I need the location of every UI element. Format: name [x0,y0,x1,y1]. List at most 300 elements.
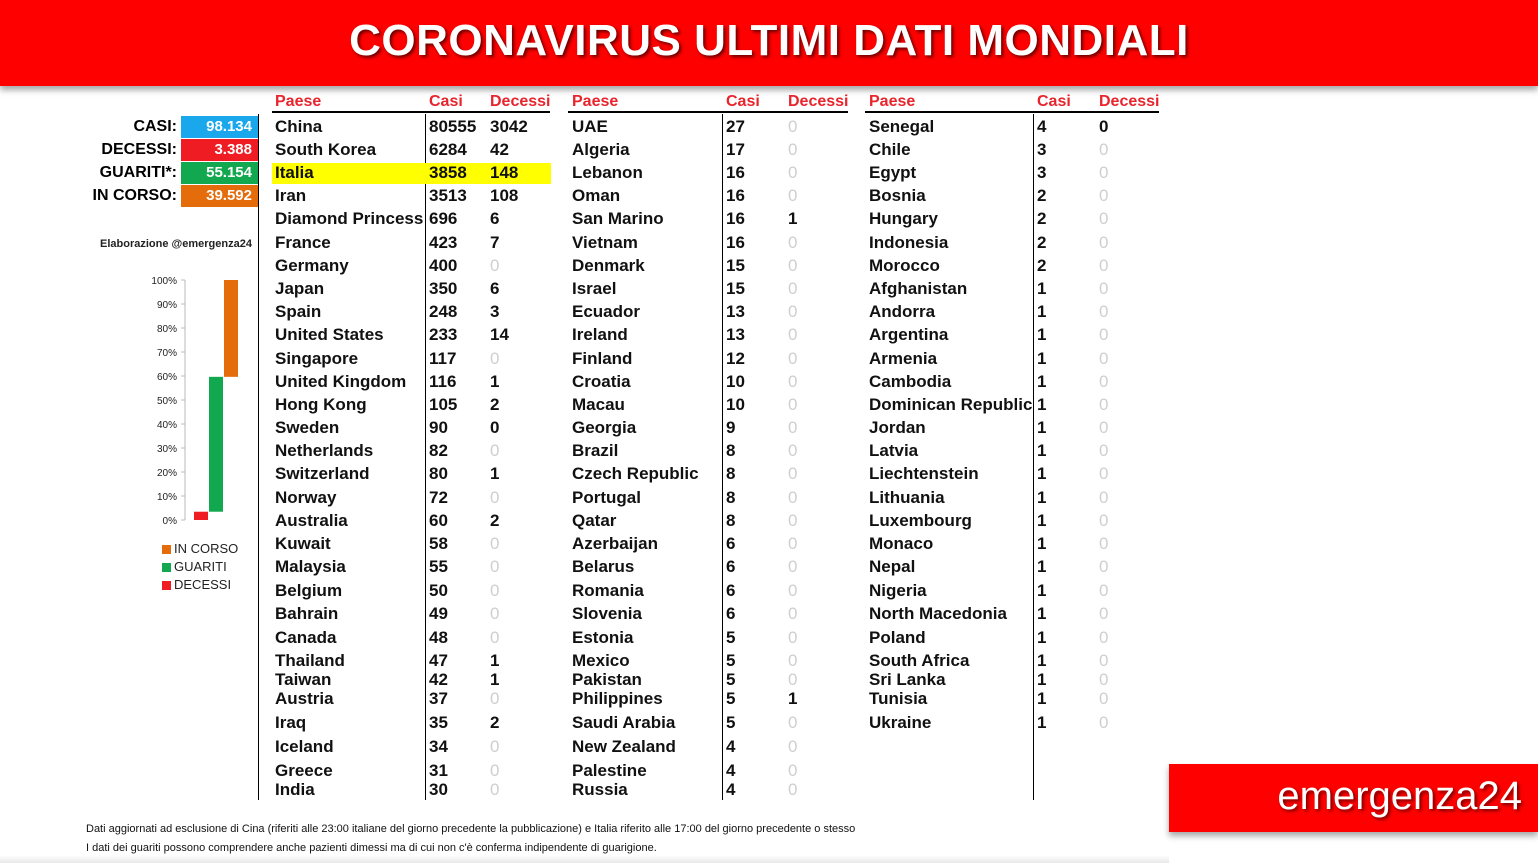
deaths-value: 7 [490,233,500,252]
table-row [0,324,1160,346]
table-row [0,779,1160,801]
page-title: CORONAVIRUS ULTIMI DATI MONDIALI [349,16,1189,65]
country-name: Netherlands [275,441,374,460]
country-name: Azerbaijan [572,534,658,553]
table-row [0,627,1160,649]
country-name: Argentina [869,325,949,344]
table-row [0,301,1160,323]
cases-value: 1 [1037,302,1047,321]
cases-value: 1 [1037,689,1047,708]
cases-value: 8 [726,511,736,530]
deaths-value: 0 [788,737,798,756]
cases-value: 1 [1037,651,1047,670]
cases-value: 10 [726,372,745,391]
brand-box [1169,764,1538,832]
deaths-value: 0 [788,418,798,437]
y-tick-label: 0% [162,516,177,527]
deaths-value: 0 [788,604,798,623]
cases-value: 2 [1037,256,1047,275]
deaths-value: 0 [788,325,798,344]
cases-value: 49 [429,604,448,623]
table-row [0,116,1160,138]
cases-value: 1 [1037,713,1047,732]
deaths-value: 0 [788,557,798,576]
deaths-value: 0 [490,780,500,799]
country-name: Mexico [572,651,630,670]
country-name: Chile [869,140,911,159]
cases-value: 16 [726,233,745,252]
cases-value: 37 [429,689,448,708]
cases-value: 42 [429,670,448,689]
cases-value: 1 [1037,464,1047,483]
cases-value: 80 [429,464,448,483]
y-tick-label: 80% [156,324,177,335]
table-row [0,185,1160,207]
deaths-value: 0 [490,737,500,756]
footer-note-2: I dati dei guariti possono comprendere anche pazienti dimessi ma di cui non c'è conferma indipendente di guarigione. [86,842,657,854]
deaths-value: 0 [490,488,500,507]
cases-value: 47 [429,651,448,670]
cases-value: 60 [429,511,448,530]
deaths-value: 0 [788,256,798,275]
country-name: United Kingdom [275,372,407,391]
country-name: Belgium [275,581,343,600]
country-name: Liechtenstein [869,464,979,483]
country-name: Canada [275,628,337,647]
country-name: Singapore [275,349,359,368]
deaths-value: 0 [490,628,500,647]
country-name: Taiwan [275,670,332,689]
table-row [0,736,1160,758]
table-header [272,93,550,113]
country-name: Saudi Arabia [572,713,676,732]
cases-value: 116 [429,372,457,391]
summary-label: DECESSI: [101,141,177,158]
deaths-value: 0 [1099,233,1109,252]
cases-value: 13 [726,302,745,321]
country-name: Malaysia [275,557,346,576]
deaths-value: 0 [1099,628,1109,647]
country-name: Lithuania [869,488,945,507]
deaths-value: 0 [788,279,798,298]
cases-value: 16 [726,163,745,182]
y-tick-label: 40% [156,420,177,431]
country-name: Thailand [275,651,345,670]
cases-value: 1 [1037,418,1047,437]
deaths-value: 1 [490,464,500,483]
country-name: Oman [572,186,621,205]
deaths-value: 0 [1099,713,1109,732]
summary-value: 55.154 [181,162,258,184]
cases-value: 6284 [429,140,467,159]
country-name: Nigeria [869,581,927,600]
deaths-value: 0 [1099,604,1109,623]
cases-value: 2 [1037,209,1047,228]
country-name: Poland [869,628,926,647]
deaths-value: 0 [1099,689,1109,708]
deaths-value: 1 [490,651,500,670]
country-name: Latvia [869,441,919,460]
deaths-value: 0 [490,557,500,576]
country-name: South Korea [275,140,377,159]
deaths-value: 0 [1099,163,1109,182]
cases-value: 8 [726,441,736,460]
deaths-value: 0 [1099,279,1109,298]
country-name: Portugal [572,488,641,507]
deaths-value: 0 [1099,372,1109,391]
cases-value: 55 [429,557,448,576]
country-name: Vietnam [572,233,638,252]
country-name: Pakistan [572,670,642,689]
deaths-value: 3 [490,302,500,321]
cases-value: 1 [1037,372,1047,391]
deaths-value: 0 [788,670,798,689]
deaths-value: 0 [490,689,500,708]
cases-value: 34 [429,737,448,756]
country-name: Algeria [572,140,630,159]
deaths-value: 0 [788,464,798,483]
country-name: UAE [572,117,608,136]
deaths-value: 0 [490,581,500,600]
y-tick-label: 50% [156,396,177,407]
table-row [0,712,1160,734]
country-name: Cambodia [869,372,952,391]
cases-value: 16 [726,186,745,205]
country-name: Macau [572,395,625,414]
table-row [0,162,1160,184]
cases-value: 58 [429,534,448,553]
deaths-value: 0 [490,441,500,460]
deaths-value: 0 [1099,325,1109,344]
deaths-value: 0 [1099,117,1109,136]
table-header [568,93,848,113]
table-row [0,440,1160,462]
country-name: Morocco [869,256,940,275]
cases-value: 1 [1037,670,1047,689]
country-name: Romania [572,581,644,600]
deaths-value: 0 [788,233,798,252]
cases-value: 1 [1037,395,1047,414]
header-deaths: Decessi [490,93,551,110]
cases-value: 15 [726,279,745,298]
deaths-value: 0 [788,186,798,205]
cases-value: 4 [726,780,736,799]
cases-value: 9 [726,418,736,437]
deaths-value: 0 [1099,581,1109,600]
deaths-value: 0 [1099,534,1109,553]
cases-value: 2 [1037,233,1047,252]
cases-value: 248 [429,302,458,321]
summary-label: GUARITI*: [99,164,177,181]
header-cases: Casi [726,93,760,110]
deaths-value: 0 [1099,651,1109,670]
deaths-value: 0 [1099,256,1109,275]
deaths-value: 0 [1099,140,1109,159]
cases-value: 15 [726,256,745,275]
cases-value: 4 [1037,117,1047,136]
cases-value: 696 [429,209,458,228]
country-name: Lebanon [572,163,643,182]
country-name: Russia [572,780,628,799]
cases-value: 1 [1037,534,1047,553]
cases-value: 17 [726,140,745,159]
cases-value: 5 [726,628,736,647]
header-country: Paese [275,93,322,110]
cases-value: 12 [726,349,745,368]
country-name: Sri Lanka [869,670,946,689]
country-name: Austria [275,689,334,708]
y-tick-label: 100% [151,276,177,287]
country-name: Italia [275,163,314,182]
cases-value: 82 [429,441,448,460]
cases-value: 4 [726,761,736,780]
cases-value: 1 [1037,279,1047,298]
deaths-value: 0 [1099,557,1109,576]
deaths-value: 0 [490,534,500,553]
deaths-value: 0 [490,418,500,437]
table-row [0,417,1160,439]
deaths-value: 2 [490,511,500,530]
table-row [0,371,1160,393]
country-name: New Zealand [572,737,676,756]
country-name: Ecuador [572,302,641,321]
deaths-value: 2 [490,395,500,414]
deaths-value: 0 [490,349,500,368]
country-name: Czech Republic [572,464,699,483]
cases-value: 5 [726,689,736,708]
country-name: Estonia [572,628,634,647]
cases-value: 5 [726,651,736,670]
header-country: Paese [572,93,619,110]
country-name: Croatia [572,372,631,391]
cases-value: 3513 [429,186,467,205]
cases-value: 6 [726,534,736,553]
legend-label: GUARITI [174,559,227,574]
summary-value: 98.134 [181,116,258,138]
deaths-value: 0 [1099,441,1109,460]
bottom-shadow [0,855,1169,863]
country-name: Slovenia [572,604,642,623]
country-name: Georgia [572,418,637,437]
deaths-value: 0 [788,163,798,182]
deaths-value: 1 [788,209,798,228]
cases-value: 27 [726,117,745,136]
cases-value: 48 [429,628,448,647]
deaths-value: 0 [1099,209,1109,228]
country-name: Iraq [275,713,307,732]
table-row [0,533,1160,555]
cases-value: 5 [726,670,736,689]
cases-value: 117 [429,349,457,368]
cases-value: 1 [1037,488,1047,507]
deaths-value: 0 [788,581,798,600]
country-name: Tunisia [869,689,928,708]
country-name: Egypt [869,163,917,182]
cases-value: 5 [726,713,736,732]
deaths-value: 1 [490,372,500,391]
cases-value: 423 [429,233,458,252]
country-name: Iran [275,186,307,205]
cases-value: 1 [1037,349,1047,368]
brand-logo: emergenza24 [1277,774,1522,818]
cases-value: 8 [726,488,736,507]
table-row [0,394,1160,416]
country-name: Greece [275,761,333,780]
cases-value: 1 [1037,628,1047,647]
country-name: Kuwait [275,534,331,553]
cases-value: 2 [1037,186,1047,205]
country-name: Dominican Republic [869,395,1033,414]
summary-label: IN CORSO: [92,187,177,204]
country-name: Spain [275,302,322,321]
deaths-value: 0 [490,256,500,275]
deaths-value: 0 [490,761,500,780]
deaths-value: 0 [788,441,798,460]
deaths-value: 42 [490,140,509,159]
credit-label: Elaborazione @emergenza24 [100,238,252,250]
table-row [0,208,1160,230]
deaths-value: 1 [788,689,798,708]
table-row [0,603,1160,625]
deaths-value: 3042 [490,117,528,136]
country-name: Diamond Princess [275,209,424,228]
country-name: Armenia [869,349,938,368]
cases-value: 4 [726,737,736,756]
country-name: China [275,117,323,136]
cases-value: 233 [429,325,458,344]
deaths-value: 0 [788,628,798,647]
table-row [0,232,1160,254]
country-name: Belarus [572,557,635,576]
table-row [0,510,1160,532]
cases-value: 1 [1037,604,1047,623]
deaths-value: 0 [1099,395,1109,414]
deaths-value: 0 [490,604,500,623]
deaths-value: 0 [1099,302,1109,321]
header-deaths: Decessi [1099,93,1160,110]
footer-notes [86,820,855,858]
country-name: Monaco [869,534,934,553]
cases-value: 50 [429,581,448,600]
deaths-value: 0 [1099,670,1109,689]
summary-label: CASI: [133,118,177,135]
country-name: France [275,233,331,252]
y-tick-label: 70% [156,348,177,359]
deaths-value: 0 [1099,488,1109,507]
y-tick-label: 30% [156,444,177,455]
cases-value: 35 [429,713,448,732]
table-row [0,255,1160,277]
cases-value: 16 [726,209,745,228]
country-name: Israel [572,279,617,298]
country-name: India [275,780,315,799]
deaths-value: 0 [788,372,798,391]
country-name: Denmark [572,256,645,275]
cases-value: 8 [726,464,736,483]
title-banner [0,0,1538,86]
country-name: United States [275,325,384,344]
y-tick-label: 90% [156,300,177,311]
deaths-value: 0 [1099,464,1109,483]
deaths-value: 0 [1099,186,1109,205]
deaths-value: 108 [490,186,519,205]
cases-value: 6 [726,604,736,623]
footer-note-1: Dati aggiornati ad esclusione di Cina (riferiti alle 23:00 italiane del giorno precedente la pubblicazione) e Italia riferito alle 17:00 del giorno precedente o stesso [86,823,856,835]
header-deaths: Decessi [788,93,849,110]
deaths-value: 0 [788,140,798,159]
cases-value: 1 [1037,581,1047,600]
country-name: Andorra [869,302,936,321]
country-name: Brazil [572,441,619,460]
table-row [0,688,1160,710]
country-name: Australia [275,511,348,530]
cases-value: 350 [429,279,458,298]
country-name: Bosnia [869,186,926,205]
deaths-value: 0 [788,780,798,799]
cases-value: 80555 [429,117,477,136]
country-name: San Marino [572,209,664,228]
deaths-value: 0 [788,534,798,553]
country-name: Norway [275,488,337,507]
cases-value: 3 [1037,140,1047,159]
deaths-value: 0 [788,302,798,321]
deaths-value: 6 [490,209,500,228]
country-name: Switzerland [275,464,370,483]
table-row [0,139,1160,161]
country-name: Qatar [572,511,617,530]
cases-value: 31 [429,761,448,780]
cases-value: 1 [1037,325,1047,344]
country-name: Japan [275,279,325,298]
y-tick-label: 60% [156,372,177,383]
deaths-value: 0 [788,761,798,780]
country-name: Bahrain [275,604,339,623]
country-name: South Africa [869,651,970,670]
deaths-value: 0 [788,651,798,670]
deaths-value: 0 [788,395,798,414]
deaths-value: 1 [490,670,500,689]
cases-value: 1 [1037,441,1047,460]
cases-value: 10 [726,395,745,414]
deaths-value: 0 [788,117,798,136]
header-cases: Casi [1037,93,1071,110]
deaths-value: 14 [490,325,509,344]
header-cases: Casi [429,93,463,110]
country-name: Indonesia [869,233,949,252]
summary-value: 39.592 [181,185,258,207]
table-row [0,556,1160,578]
y-tick-label: 10% [156,492,177,503]
deaths-value: 148 [490,163,519,182]
country-name: North Macedonia [869,604,1007,623]
y-tick-label: 20% [156,468,177,479]
country-name: Hong Kong [275,395,367,414]
country-name: Ukraine [869,713,932,732]
cases-value: 6 [726,581,736,600]
country-name: Hungary [869,209,938,228]
country-name: Philippines [572,689,663,708]
deaths-value: 0 [1099,511,1109,530]
deaths-value: 2 [490,713,500,732]
cases-value: 1 [1037,511,1047,530]
deaths-value: 0 [1099,349,1109,368]
country-name: Senegal [869,117,935,136]
deaths-value: 0 [788,713,798,732]
cases-value: 72 [429,488,448,507]
cases-value: 1 [1037,557,1047,576]
cases-value: 400 [429,256,458,275]
table-header [865,93,1159,113]
